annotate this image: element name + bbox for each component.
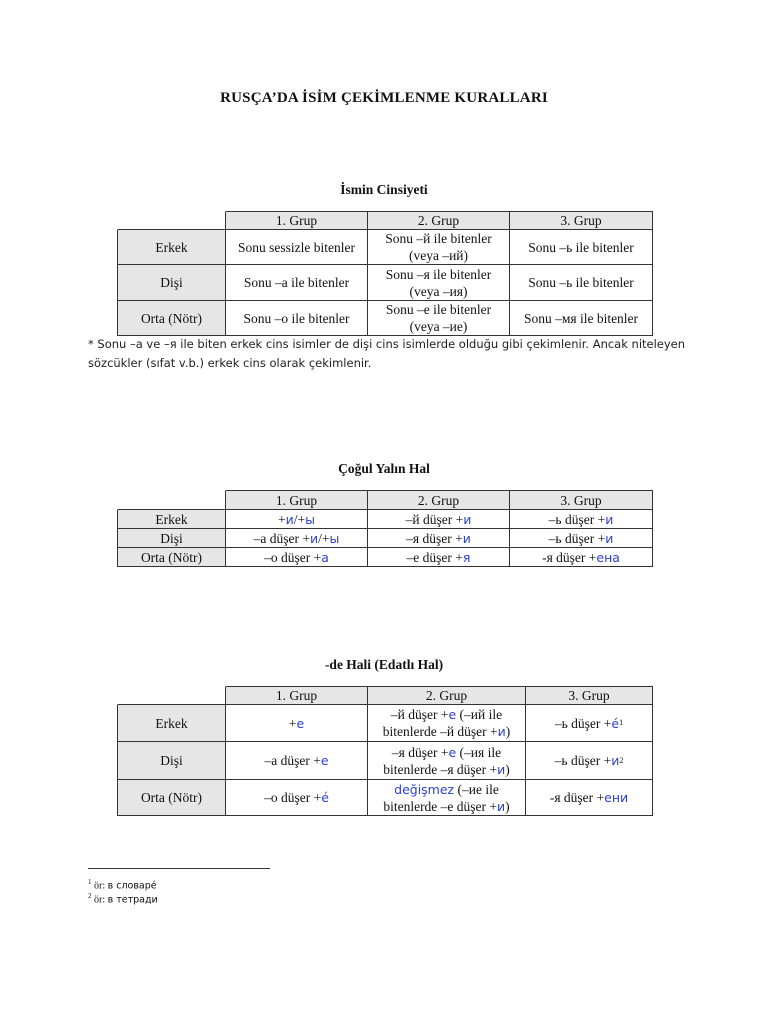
column-header: 2. Grup: [368, 212, 510, 230]
table-cell: –я düşer + и: [368, 529, 510, 548]
section-title-gender: İsmin Cinsiyeti: [340, 182, 428, 197]
table-cell: + и /+ ы: [226, 510, 368, 529]
row-header: Dişi: [118, 742, 226, 780]
table-cell: –a düşer + и /+ ы: [226, 529, 368, 548]
gender-table: [117, 211, 653, 336]
table-cell: Sonu –ь ile bitenler: [510, 230, 653, 265]
table-cell: -я düşer + ена: [510, 548, 653, 567]
table-cell: –o düşer + é: [226, 780, 368, 816]
table-cell: –й düşer + и: [368, 510, 510, 529]
table-cell: Sonu sessizle bitenler: [226, 230, 368, 265]
table-cell: –ь düşer + é 1: [526, 705, 653, 742]
table-cell: -я düşer + ени: [526, 780, 653, 816]
row-header: Orta (Nötr): [118, 548, 226, 567]
table-cell: Sonu –й ile bitenler (veya –ий): [368, 230, 510, 265]
row-header: Orta (Nötr): [118, 301, 226, 336]
table-cell: Sonu –o ile bitenler: [226, 301, 368, 336]
column-header: 3. Grup: [510, 491, 653, 510]
table-cell: –o düşer + a: [226, 548, 368, 567]
table-cell: Sonu –я ile bitenler (veya –ия): [368, 265, 510, 301]
plural-table: [117, 490, 653, 567]
table-cell: –й düşer +e (–ий ile bitenlerde –й düşer +и): [368, 705, 526, 742]
row-header: Orta (Nötr): [118, 780, 226, 816]
document-title: RUSÇA’DA İSİM ÇEKİMLENME KURALLARI: [220, 90, 548, 106]
column-header: 3. Grup: [510, 212, 653, 230]
table-cell: –e düşer + я: [368, 548, 510, 567]
table-cell: –a düşer + e: [226, 742, 368, 780]
row-header: Dişi: [118, 529, 226, 548]
table-cell: Sonu –e ile bitenler (veya –ие): [368, 301, 510, 336]
column-header: 2. Grup: [368, 687, 526, 705]
column-header: 1. Grup: [226, 212, 368, 230]
table-cell: –ь düşer + и 2: [526, 742, 653, 780]
row-header: Dişi: [118, 265, 226, 301]
table-cell: Sonu –ь ile bitenler: [510, 265, 653, 301]
column-header: 3. Grup: [526, 687, 653, 705]
table-cell: –ь düşer + и: [510, 510, 653, 529]
table-cell: Sonu –мя ile bitenler: [510, 301, 653, 336]
row-header: Erkek: [118, 705, 226, 742]
row-header: Erkek: [118, 510, 226, 529]
gender-note: * Sonu –a ve –я ile biten erkek cins isimler de dişi cins isimlerde olduğu gibi çekimlenir. Ancak niteleyen sözcükler (sıfat v.b.) erkek cins olarak çekimlenir.: [88, 337, 686, 370]
table-cell: + e: [226, 705, 368, 742]
footnote-separator: [88, 868, 270, 869]
locative-table: [117, 686, 653, 816]
section-title-plural: Çoğul Yalın Hal: [338, 461, 430, 476]
row-header: Erkek: [118, 230, 226, 265]
column-header: 2. Grup: [368, 491, 510, 510]
table-cell: –я düşer +e (–ия ile bitenlerde –я düşer +и): [368, 742, 526, 780]
table-cell: Sonu –a ile bitenler: [226, 265, 368, 301]
footnote: $^1$ ör: в словарé: [88, 878, 157, 892]
section-title-locative: -de Hali (Edatlı Hal): [324, 657, 444, 672]
table-cell: değişmez (–ие ile bitenlerde –e düşer +и): [368, 780, 526, 816]
column-header: 1. Grup: [226, 687, 368, 705]
table-cell: –ь düşer + и: [510, 529, 653, 548]
column-header: 1. Grup: [226, 491, 368, 510]
footnote: $^2$ ör: в тетради: [88, 892, 158, 906]
